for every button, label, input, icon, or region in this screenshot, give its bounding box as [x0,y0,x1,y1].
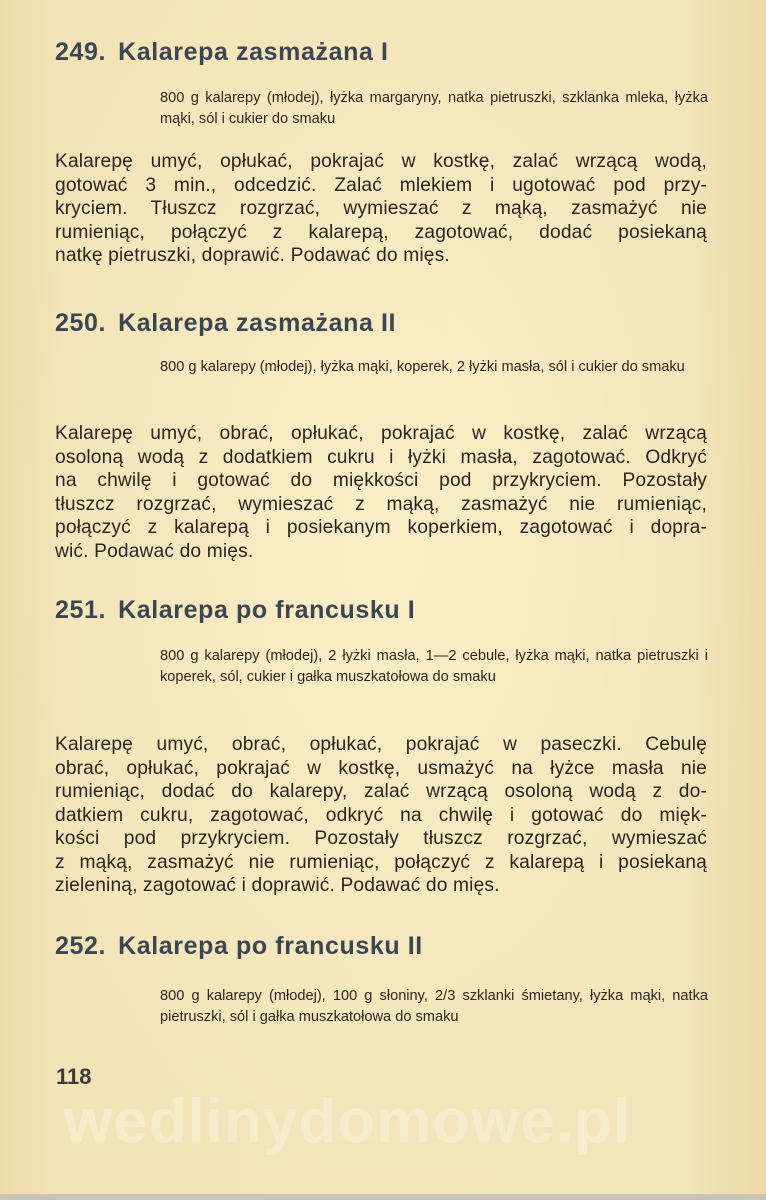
ingredients-250: 800 g kalarepy (młodej), łyżka mąki, koperek, 2 łyżki masła, sól i cukier do smaku [160,359,685,375]
method-line: osoloną wodą z dodatkiem cukru i łyżki masła, zagotować. Odkryć [55,446,707,468]
method-line: połączyć z kalarepą i posiekanym koperkiem, zagotować i dopra- [55,517,707,538]
method-line: kryciem. Tłuszcz rozgrzać, wymieszać z mąką, zasmażyć nie [55,198,707,219]
ingredients-249: 800 g kalarepy (młodej), łyżka margaryny, natka pietruszki, szklanka mleka, łyżka mąki, sól i cukier do smaku [160,90,708,127]
recipe-number: 250. [55,309,107,337]
page-number: 118 [56,1064,92,1089]
method-line: natkę pietruszki, doprawić. Podawać do mięs. [55,245,450,266]
watermark: wedlinydomowe.pl [64,1087,632,1156]
recipe-number: 249. [55,38,107,66]
recipe-title-249 [55,38,389,67]
method-line: na chwilę i gotować do miękkości pod przykryciem. Pozostały [55,470,707,491]
method-line: rumieniąc, połączyć z kalarepą, zagotować, dodać posiekaną [55,221,707,243]
method-line: Kalarepę umyć, opłukać, pokrajać w kostkę, zalać wrzącą wodą, [55,151,707,172]
recipe-name: Kalarepa po francusku I [118,596,416,624]
method-line: Kalarepę umyć, obrać, opłukać, pokrajać w paseczki. Cebulę [55,734,707,755]
method-line: Kalarepę umyć, obrać, opłukać, pokrajać w kostkę, zalać wrzącą [55,423,707,444]
recipe-number: 251. [55,596,107,624]
ingredients-251: 800 g kalarepy (młodej), 2 łyżki masła, 1—2 cebule, łyżka mąki, natka pietruszki i koperek, sól, cukier i gałka muszkatołowa do smaku [160,648,708,685]
method-line: obrać, opłukać, pokrajać w kostkę, usmażyć na łyżce masła nie [55,757,707,779]
recipe-title-251 [55,596,415,625]
method-line: wić. Podawać do mięs. [55,540,254,562]
method-251 [55,733,707,898]
recipe-title-252 [55,932,423,961]
method-249 [55,150,707,268]
recipe-name: Kalarepa po francusku II [118,932,423,960]
method-line: gotować 3 min., odcedzić. Zalać mlekiem i ugotować pod przy- [55,174,707,196]
page-bottom-edge [0,1194,766,1200]
recipe-name: Kalarepa zasmażana II [118,309,397,337]
method-250 [55,422,707,563]
ingredients-252: 800 g kalarepy (młodej), 100 g słoniny, 2/3 szklanki śmietany, łyżka mąki, natka pietruszki, sól i gałka muszkatołowa do smaku [160,988,708,1025]
recipe-title-250 [55,309,396,338]
recipe-name: Kalarepa zasmażana I [118,38,389,66]
method-line: tłuszcz rozgrzać, wymieszać z mąką, zasmażyć nie rumieniąc, [55,493,707,515]
method-line: zieleniną, zagotować i doprawić. Podawać do mięs. [55,875,500,896]
recipe-number: 252. [55,932,107,960]
method-line: z mąką, zasmażyć nie rumieniąc, połączyć z kalarepą i posiekaną [55,851,707,873]
method-line: rumieniąc, dodać do kalarepy, zalać wrzącą osoloną wodą z do- [55,781,707,802]
method-line: datkiem cukru, zagotować, odkryć na chwilę i gotować do mięk- [55,804,707,826]
method-line: kości pod przykryciem. Pozostały tłuszcz rozgrzać, wymieszać [55,828,707,849]
